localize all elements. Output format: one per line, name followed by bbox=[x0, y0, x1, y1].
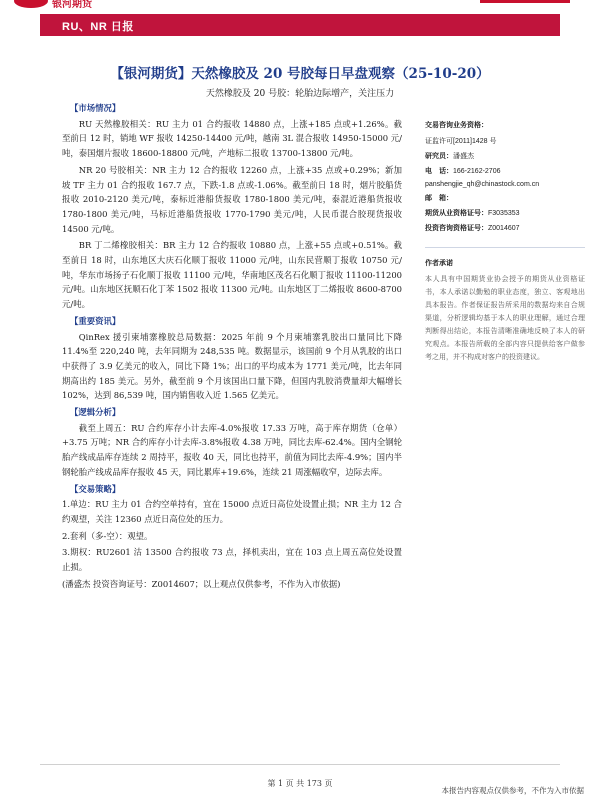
phone-label: 电 话： bbox=[425, 168, 453, 175]
strategy-single: 1.单边：RU 主力 01 合约空单持有，宜在 15000 点近日高位处设置止损；NR 主力 12 合约观望，关注 12360 点近日高位处的压力。 bbox=[62, 499, 402, 524]
section-heading-strategy: 【交易策略】 bbox=[70, 483, 121, 494]
report-subtitle: 天然橡胶及 20 号胶：轮胎边际增产，关注压力 bbox=[205, 89, 395, 99]
license-heading: 交易咨询业务资格： bbox=[425, 122, 488, 129]
top-accent bbox=[480, 0, 570, 3]
strategy-arbitrage: 2.套利（多-空）：观望。 bbox=[62, 530, 153, 541]
researcher-label: 研究员： bbox=[425, 153, 453, 160]
license-number: 证监许可[2011]1428 号 bbox=[425, 138, 497, 145]
qualification-row bbox=[425, 208, 585, 218]
top-bar bbox=[0, 0, 600, 8]
paragraph-news: QinRex 援引柬埔寨橡胶总局数据：2025 年前 9 个月柬埔寨乳胶出口量同比下降 11.4%至 220,240 吨，去年同期为 248,535 吨。数据显示，该国前 9 个月从乳胶的出口中获得了 3.9 亿美元的收入，同比下降 1%；出口的平均成本为 1771 美元/吨，比去年同期高出约 185 美元。另外，截至前 9 个月该国出口量下降，但国内乳胶消费量却大幅增长 102%，达到 86,539 吨，国内销售收入近 1.565 亿美元。 bbox=[62, 331, 402, 401]
banner-title: RU、NR 日报 bbox=[62, 21, 134, 33]
invest-number: Z0014607 bbox=[488, 225, 520, 232]
paragraph-nr: NR 20 号胶相关：NR 主力 12 合约报收 12260 点，上涨+35 点或+0.29%；新加坡 TF 主力 01 合约报收 167.7 点，下跌-1.8 点或-1.06%。截至前日 18 时，烟片胶船货报收 2010-2120 美元/吨，泰标近港船货报收 1780-1800 美元/吨，泰混近港船货报收 1780-1800 美元/吨，马标近港船货报收 1770-1790 美元/吨，人民币混合胶现货报收 14500 元/吨。 bbox=[62, 164, 402, 234]
author-commitment-text: 本人具有中国期货业协会授予的期货从业资格证书，本人承诺以勤勉的职业态度，独立、客观地出具本报告。作者保证报告所采用的数据均来自合规渠道，分析逻辑均基于本人的职业理解，通过合理判断得出结论，本报告清晰准确地反映了本人的研究观点。本报告所载的全部内容只提供给客户做参考之用，并不构成对客户的投资建议。 bbox=[425, 276, 585, 361]
phone-number: 166-2162-2706 bbox=[453, 168, 501, 175]
paragraph-logic: 截至上周五：RU 合约库存小计去库-4.0%报收 17.33 万吨，高于库存期货（仓单）+3.75 万吨；NR 合约库存小计去库-3.8%报收 4.38 万吨，同比去库-62.4%。国内全钢轮胎产线成品库存连续 2 周持平，报收 40 天，同比也持平，前值为同比去库-4.9%；国内半钢轮胎产线成品库存报收 45 天，同比累库+19.6%，连续 21 周涨幅收窄，边际去库。 bbox=[62, 422, 402, 477]
report-banner bbox=[40, 14, 560, 36]
section-heading-news: 【重要资讯】 bbox=[70, 315, 121, 326]
page-number: 第 1 页 共 173 页 bbox=[267, 779, 333, 788]
invest-row bbox=[425, 223, 585, 233]
report-body bbox=[62, 100, 402, 594]
footer-disclaimer: 本报告内容观点仅供参考，不作为入市依据 bbox=[441, 786, 584, 795]
author-commitment-heading: 作者承诺 bbox=[425, 260, 453, 267]
sidebar-info bbox=[425, 120, 585, 364]
researcher-row bbox=[425, 151, 585, 161]
qualification-label: 期货从业资格证号： bbox=[425, 210, 488, 217]
invest-label: 投资咨询资格证号： bbox=[425, 225, 488, 232]
footer-divider bbox=[40, 764, 560, 765]
email-label: 邮 箱： bbox=[425, 195, 453, 202]
email-address[interactable]: panshengjie_qh@chinastock.com.cn bbox=[425, 181, 540, 188]
email-row bbox=[425, 193, 585, 203]
qualification-number: F3035353 bbox=[488, 210, 520, 217]
section-heading-logic: 【逻辑分析】 bbox=[70, 407, 121, 418]
researcher-name: 潘盛杰 bbox=[453, 153, 474, 160]
phone-row bbox=[425, 166, 585, 176]
brand-name: 银河期货 bbox=[52, 0, 92, 10]
paragraph-ru: RU 天然橡胶相关：RU 主力 01 合约报收 14880 点，上涨+185 点或+1.26%。截至前日 12 时，销地 WF 报收 14250-14400 元/吨，越南 3L 混合报收 14950-15000 元/吨，泰国烟片报收 18600-18800 元/吨，产地标二报收 13700-13800 元/吨。 bbox=[62, 118, 402, 159]
report-title: 【银河期货】天然橡胶及 20 号胶每日早盘观察（25-10-20） bbox=[110, 66, 490, 82]
paragraph-br: BR 丁二烯橡胶相关：BR 主力 12 合约报收 10880 点，上涨+55 点或+0.51%。截至前日 18 时，山东地区大庆石化顺丁报收 11000 元/吨，山东民营顺丁报收 10750 元/吨，华东市场扬子石化顺丁报收 11100 元/吨，华南地区茂名石化顺丁报收 11100-11200 元/吨。山东地区抚顺石化丁苯 1502 报收 11300 元/吨。山东地区丁二烯报收 8600-8700 元/吨。 bbox=[62, 240, 402, 310]
strategy-option: 3.期权：RU2601 沽 13500 合约报收 73 点，择机卖出，宜在 103 点上周五高位处设置止损。 bbox=[62, 547, 402, 573]
sidebar-divider bbox=[425, 247, 585, 248]
company-logo bbox=[14, 0, 48, 8]
author-signature: (潘盛杰 投资咨询证号：Z0014607；以上观点仅供参考，不作为入市依据) bbox=[62, 578, 341, 589]
section-heading-market: 【市场情况】 bbox=[70, 103, 121, 113]
